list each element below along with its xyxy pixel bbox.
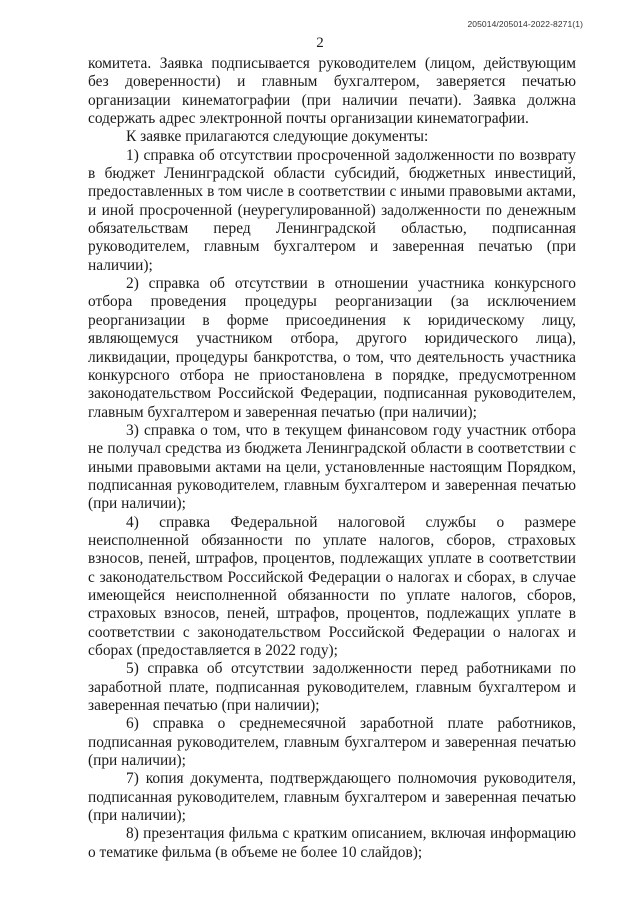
document-body xyxy=(88,55,576,862)
list-item-6: 6) справка о среднемесячной заработной плате работников, подписанная руководителем, главным бухгалтером и заверенная печатью (при наличии); xyxy=(88,715,576,770)
list-item-7: 7) копия документа, подтверждающего полномочия руководителя, подписанная руководителем, главным бухгалтером и заверенная печатью (при наличии); xyxy=(88,770,576,825)
list-item-4: 4) справка Федеральной налоговой службы о размере неисполненной обязанности по уплате налогов, сборов, страховых взносов, пеней, штрафов, процентов, подлежащих уплате в соответствии с законодательством Российской Федерации о налогах и сборах, в случае имеющейся неисполненной обязанности по уплате налогов, сборов, страховых взносов, пеней, штрафов, процентов, подлежащих уплате в соответствии с законодательством Российской Федерации о налогах и сборах (предоставляется в 2022 году); xyxy=(88,513,576,659)
list-item-2: 2) справка об отсутствии в отношении участника конкурсного отбора проведения процедуры реорганизации (за исключением реорганизации в форме присоединения к юридическому лицу, являющемуся участником отбора, другого юридического лица), ликвидации, процедуры банкротства, о том, что деятельность участника конкурсного отбора не приостановлена в порядке, предусмотренном законодательством Российской Федерации, подписанная руководителем, главным бухгалтером и заверенная печатью (при наличии); xyxy=(88,275,576,421)
paragraph-attachments-intro: К заявке прилагаются следующие документы: xyxy=(126,128,429,146)
page-number: 2 xyxy=(316,35,324,51)
list-item-1: 1) справка об отсутствии просроченной задолженности по возврату в бюджет Ленинградской области субсидий, бюджетных инвестиций, предоставленных в том числе в соответствии с иными правовыми актами, и иной просроченной (неурегулированной) задолженности по денежным обязательствам перед Ленинградской областью, подписанная руководителем, главным бухгалтером и заверенная печатью (при наличии); xyxy=(88,146,576,274)
list-item-3: 3) справка о том, что в текущем финансовом году участник отбора не получал средства из бюджета Ленинградской области в соответствии с иными правовыми актами на цели, установленные настоящим Порядком, подписанная руководителем, главным бухгалтером и заверенная печатью (при наличии); xyxy=(88,421,576,513)
paragraph-continuation: комитета. Заявка подписывается руководителем (лицом, действующим без доверенности) и главным бухгалтером, заверяется печатью организации кинематографии (при наличии печати). Заявка должна содержать адрес электронной почты организации кинематографии. xyxy=(88,55,576,128)
list-item-5: 5) справка об отсутствии задолженности перед работниками по заработной плате, подписанная руководителем, главным бухгалтером и заверенная печатью (при наличии); xyxy=(88,660,576,715)
document-id: 205014/205014-2022-8271(1) xyxy=(467,19,583,29)
list-item-8: 8) презентация фильма с кратким описанием, включая информацию о тематике фильма (в объеме не более 10 слайдов); xyxy=(88,825,576,861)
